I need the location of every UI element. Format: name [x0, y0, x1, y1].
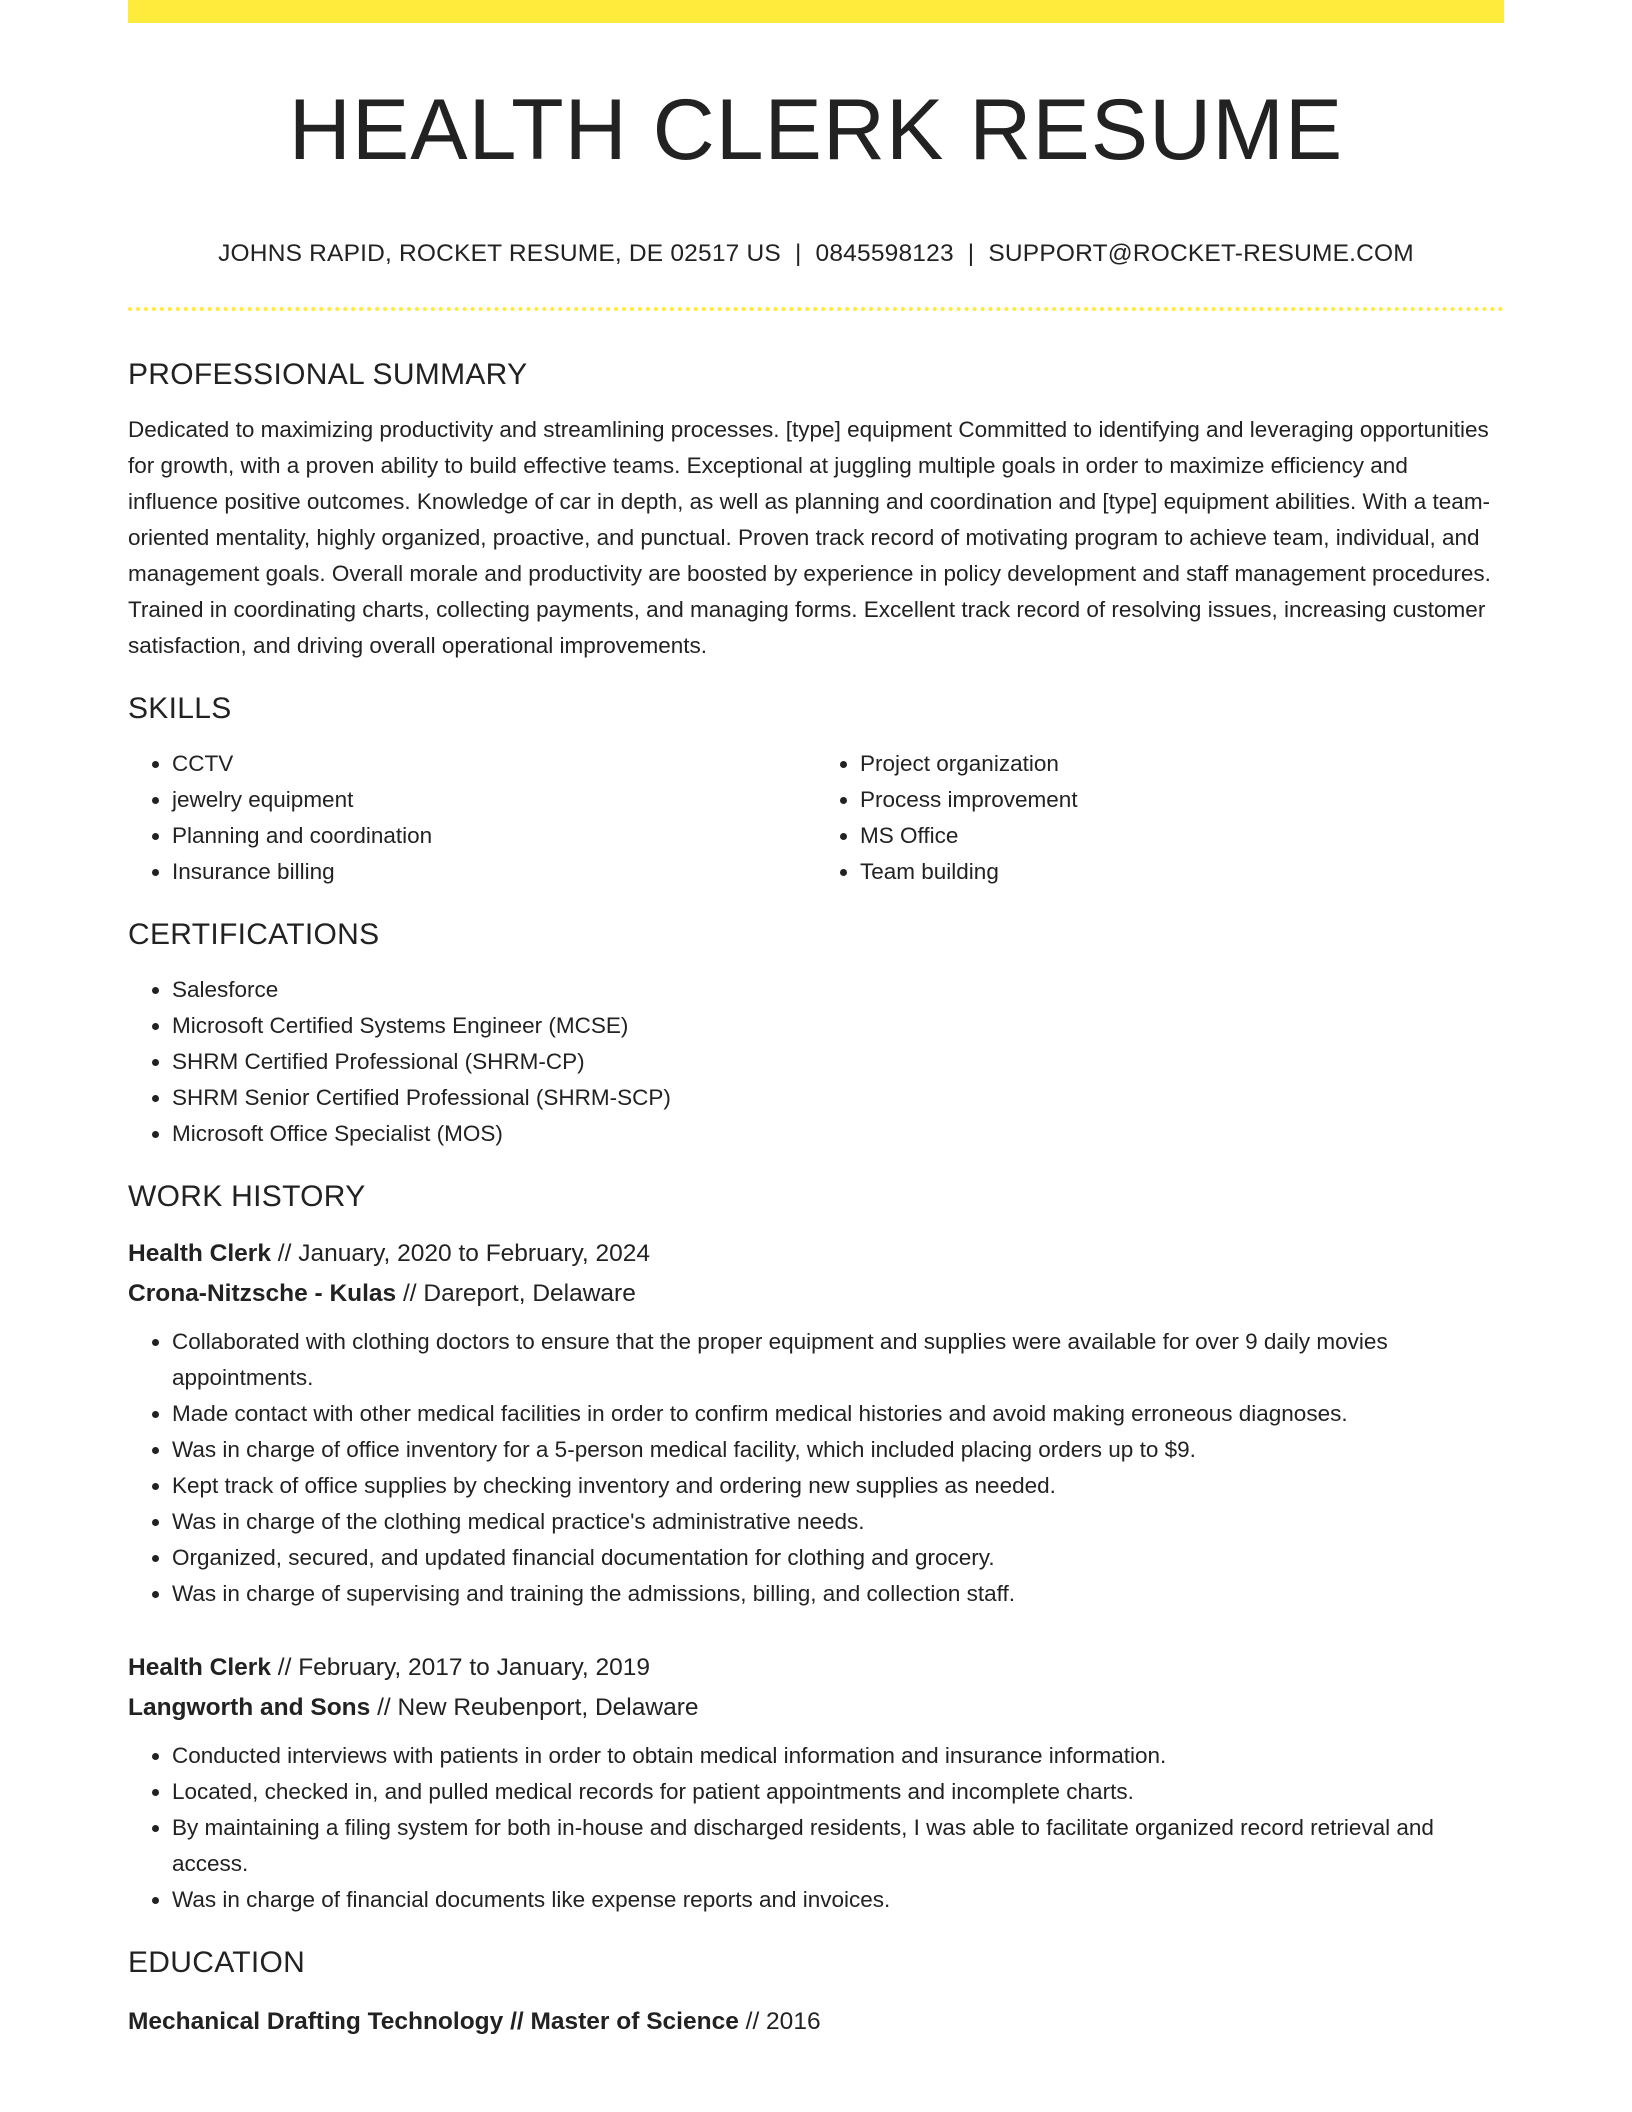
contact-separator: |	[794, 240, 802, 267]
summary-section	[128, 350, 1504, 664]
summary-heading: PROFESSIONAL SUMMARY	[128, 358, 528, 391]
certifications-list	[128, 972, 1504, 1152]
skills-section	[128, 684, 1504, 890]
skill-item: • MS Office	[860, 818, 1504, 854]
job-company-line	[128, 1274, 1504, 1314]
job-dates: // January, 2020 to February, 2024	[277, 1240, 651, 1267]
job-role: Health Clerk	[128, 1240, 271, 1267]
job-bullet: • Collaborated with clothing doctors to ensure that the proper equipment and supplies were available for over 9 daily movies appointments.	[172, 1324, 1504, 1396]
contact-address: JOHNS RAPID, ROCKET RESUME, DE 02517 US	[218, 240, 781, 267]
education-heading: EDUCATION	[128, 1946, 306, 1979]
job-role: Health Clerk	[128, 1654, 271, 1681]
certification-item: • Salesforce	[172, 972, 1504, 1008]
job-bullet: • Was in charge of supervising and training the admissions, billing, and collection staff.	[172, 1576, 1504, 1612]
skill-item: • Planning and coordination	[172, 818, 816, 854]
certification-item: • Microsoft Office Specialist (MOS)	[172, 1116, 1504, 1152]
skills-list-left	[128, 746, 816, 890]
job-bullets	[128, 1324, 1504, 1612]
job-bullet: • Made contact with other medical facilities in order to confirm medical histories and avoid making erroneous diagnoses.	[172, 1396, 1504, 1432]
job-bullet: • Was in charge of the clothing medical practice's administrative needs.	[172, 1504, 1504, 1540]
page-title: HEALTH CLERK RESUME	[288, 82, 1344, 178]
education-year: // 2016	[745, 2008, 821, 2035]
skills-list-right	[816, 746, 1504, 890]
education-section	[128, 1938, 1504, 2042]
job-title-line	[128, 1234, 1504, 1274]
job-location: // Dareport, Delaware	[403, 1280, 636, 1307]
job-bullet: • Organized, secured, and updated financial documentation for clothing and grocery.	[172, 1540, 1504, 1576]
contact-separator: |	[967, 240, 975, 267]
certifications-section	[128, 910, 1504, 1152]
skill-item: • Team building	[860, 854, 1504, 890]
skill-item: • Insurance billing	[172, 854, 816, 890]
work-history-heading: WORK HISTORY	[128, 1180, 366, 1213]
skill-item: • CCTV	[172, 746, 816, 782]
dotted-divider	[128, 307, 1504, 311]
job-entry	[128, 1648, 1504, 1918]
skill-item: • jewelry equipment	[172, 782, 816, 818]
job-bullet: • Kept track of office supplies by checking inventory and ordering new supplies as needed.	[172, 1468, 1504, 1504]
job-bullet: • By maintaining a filing system for both in-house and discharged residents, I was able to facilitate organized record retrieval and access.	[172, 1810, 1504, 1882]
work-history-section	[128, 1172, 1504, 1918]
job-bullets	[128, 1738, 1504, 1918]
education-entry	[128, 2002, 1504, 2042]
skill-item: • Process improvement	[860, 782, 1504, 818]
job-dates: // February, 2017 to January, 2019	[277, 1654, 651, 1681]
job-bullet: • Was in charge of financial documents like expense reports and invoices.	[172, 1882, 1504, 1918]
job-title-line	[128, 1648, 1504, 1688]
skills-columns	[128, 746, 1504, 890]
top-accent-bar	[128, 0, 1504, 23]
job-entry	[128, 1234, 1504, 1612]
certifications-heading: CERTIFICATIONS	[128, 918, 380, 951]
job-company: Langworth and Sons	[128, 1694, 371, 1721]
job-bullet: • Conducted interviews with patients in order to obtain medical information and insurance information.	[172, 1738, 1504, 1774]
job-bullet: • Located, checked in, and pulled medical records for patient appointments and incomplete charts.	[172, 1774, 1504, 1810]
resume-content	[128, 350, 1504, 2042]
contact-email[interactable]: SUPPORT@ROCKET-RESUME.COM	[988, 240, 1414, 267]
certification-item: • SHRM Senior Certified Professional (SHRM-SCP)	[172, 1080, 1504, 1116]
skills-heading: SKILLS	[128, 692, 232, 725]
summary-text: Dedicated to maximizing productivity and streamlining processes. [type] equipment Committed to identifying and leveraging opportunities for growth, with a proven ability to build effective teams. Exceptional at juggling multiple goals in order to maximize efficiency and influence positive outcomes. Knowledge of car in depth, as well as planning and coordination and [type] equipment abilities. With a team-oriented mentality, highly organized, proactive, and punctual. Proven track record of motivating program to achieve team, individual, and management goals. Overall morale and productivity are boosted by experience in policy development and staff management procedures. Trained in coordinating charts, collecting payments, and managing forms. Excellent track record of resolving issues, increasing customer satisfaction, and driving overall operational improvements.	[128, 417, 1491, 658]
job-company: Crona-Nitzsche - Kulas	[128, 1280, 397, 1307]
certification-item: • SHRM Certified Professional (SHRM-CP)	[172, 1044, 1504, 1080]
job-company-line	[128, 1688, 1504, 1728]
education-field: Mechanical Drafting Technology // Master of Science	[128, 2008, 739, 2035]
contact-phone: 0845598123	[815, 240, 954, 267]
contact-line	[128, 236, 1504, 272]
job-bullet: • Was in charge of office inventory for a 5-person medical facility, which included placing orders up to $9.	[172, 1432, 1504, 1468]
skill-item: • Project organization	[860, 746, 1504, 782]
certification-item: • Microsoft Certified Systems Engineer (MCSE)	[172, 1008, 1504, 1044]
job-location: // New Reubenport, Delaware	[377, 1694, 699, 1721]
